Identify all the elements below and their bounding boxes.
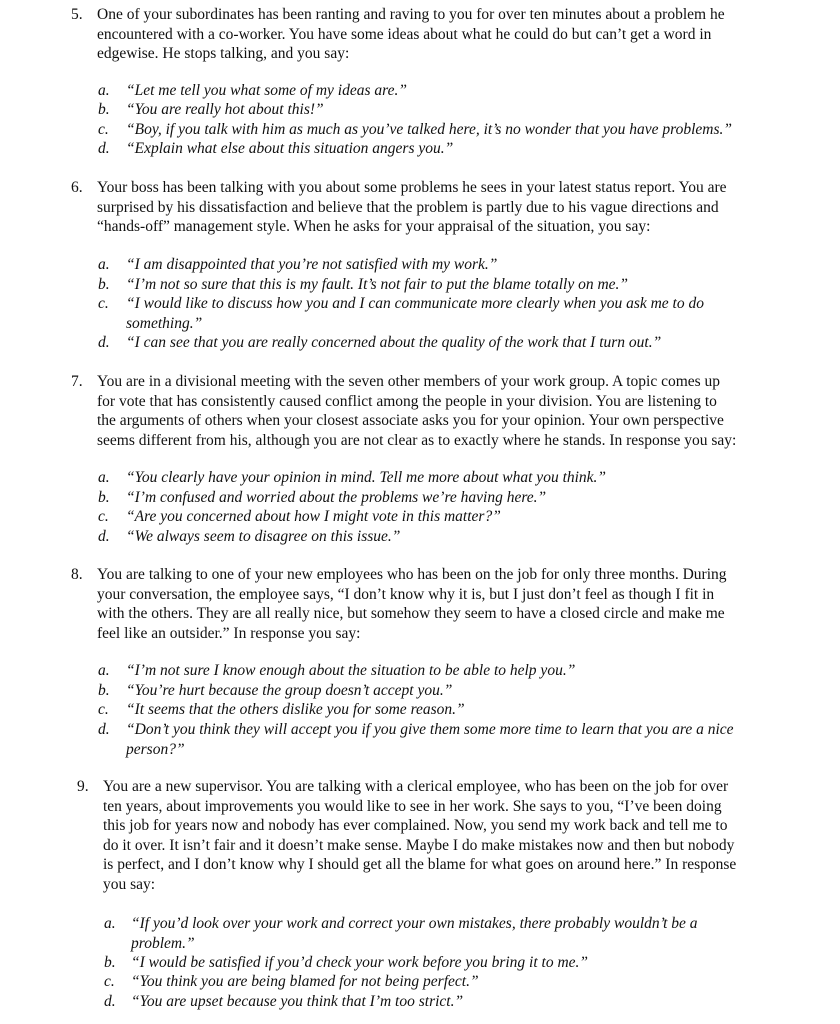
stem-line: ten years, about improvements you would like to see in her work. She says to you, “I’ve been doing (103, 797, 722, 815)
question-number: 5. (71, 6, 83, 23)
option-text: “Are you concerned about how I might vote in this matter?” (126, 508, 501, 525)
option-text: “Boy, if you talk with him as much as you’ve talked here, it’s no wonder that you have problems.” (126, 121, 732, 138)
option-text: “I can see that you are really concerned about the quality of the work that I turn out.” (126, 334, 662, 351)
stem-line: for vote that has consistently caused conflict among the people in your division. You are listening to (97, 392, 717, 410)
option-letter: d. (98, 528, 110, 545)
stem-line: is perfect, and I don’t know why I should get all the blame for what goes on around here.” In response (103, 856, 737, 874)
option-text: “You are really hot about this!” (126, 101, 324, 118)
stem-line: feel like an outsider.” In response you say: (97, 624, 361, 642)
option-text: “It seems that the others dislike you for some reason.” (126, 701, 465, 718)
question-number: 6. (71, 179, 83, 196)
option-text (126, 294, 806, 333)
stem-line: You are talking to one of your new employees who has been on the job for only three months. During (97, 566, 727, 583)
option-text (126, 720, 806, 759)
question-number: 8. (71, 566, 83, 583)
option-text (131, 914, 811, 953)
option-letter: c. (98, 295, 109, 312)
option-text: “I’m not sure I know enough about the situation to be able to help you.” (126, 662, 576, 679)
option-text-line: person?” (126, 740, 185, 758)
option-text: “You think you are being blamed for not being perfect.” (131, 973, 479, 990)
stem-line: your conversation, the employee says, “I don’t know why it is, but I just don’t feel as though I fit in (97, 585, 715, 603)
option-text-line: “I would like to discuss how you and I can communicate more clearly when you ask me to do (126, 295, 704, 312)
stem-line: You are in a divisional meeting with the seven other members of your work group. A topic comes up (97, 373, 721, 390)
stem-line: you say: (103, 875, 156, 893)
option-letter: c. (98, 508, 109, 525)
option-text: “You are upset because you think that I’m too strict.” (131, 993, 464, 1010)
option-text: “We always seem to disagree on this issue.” (126, 528, 401, 545)
option-text: “Explain what else about this situation angers you.” (126, 140, 454, 157)
option-letter: a. (98, 469, 110, 486)
question-stem (97, 5, 817, 64)
option-letter: d. (98, 140, 110, 157)
option-letter: b. (98, 101, 110, 118)
question-stem (97, 372, 817, 450)
option-text: “I would be satisfied if you’d check your work before you bring it to me.” (131, 954, 589, 971)
option-text: “I’m confused and worried about the problems we’re having here.” (126, 489, 547, 506)
option-letter: d. (98, 334, 110, 351)
option-letter: c. (104, 973, 115, 990)
option-text-line: problem.” (131, 934, 195, 952)
option-text: “You clearly have your opinion in mind. Tell me more about what you think.” (126, 469, 607, 486)
option-text: “I’m not so sure that this is my fault. It’s not fair to put the blame totally on me.” (126, 276, 629, 293)
stem-line: do it over. It isn’t fair and it doesn’t make sense. Maybe I do make mistakes now and then but nobody (103, 836, 735, 854)
stem-line: edgewise. He stops talking, and you say: (97, 45, 350, 63)
option-text: “Let me tell you what some of my ideas are.” (126, 82, 407, 99)
question-stem (97, 178, 817, 237)
question-number: 9. (77, 778, 89, 795)
option-letter: d. (98, 721, 110, 738)
stem-line: surprised by his dissatisfaction and believe that the problem is partly due to his vague directions and (97, 198, 719, 216)
option-letter: b. (98, 276, 110, 293)
option-text-line: “Don’t you think they will accept you if you give them some more time to learn that you are a nice (126, 721, 734, 738)
stem-line: with the others. They are all really nice, but somehow they seem to have a closed circle and make me (97, 605, 725, 623)
option-letter: a. (98, 662, 110, 679)
option-text: “I am disappointed that you’re not satisfied with my work.” (126, 256, 498, 273)
question-stem (103, 777, 823, 895)
option-text: “You’re hurt because the group doesn’t accept you.” (126, 682, 453, 699)
option-letter: a. (98, 256, 110, 273)
option-letter: a. (104, 915, 116, 932)
option-letter: b. (98, 682, 110, 699)
option-text-line: something.” (126, 314, 203, 332)
stem-line: this job for years now and nobody has ever complained. Now, you send my work back and tell me to (103, 817, 728, 835)
stem-line: the arguments of others when your closest associate asks you for your opinion. Your own perspective (97, 412, 724, 430)
stem-line: encountered with a co-worker. You have some ideas about what he could do but can’t get a word in (97, 25, 712, 43)
stem-line: seems different from his, although you are not clear as to exactly where he stands. In response you say: (97, 431, 737, 449)
option-text-line: “If you’d look over your work and correct your own mistakes, there probably wouldn’t be a (131, 915, 698, 932)
option-letter: c. (98, 121, 109, 138)
question-number: 7. (71, 373, 83, 390)
question-stem (97, 565, 817, 643)
stem-line: “hands-off” management style. When he asks for your appraisal of the situation, you say: (97, 218, 651, 236)
option-letter: b. (104, 954, 116, 971)
option-letter: b. (98, 489, 110, 506)
stem-line: Your boss has been talking with you about some problems he sees in your latest status report. You are (97, 179, 727, 196)
option-letter: a. (98, 82, 110, 99)
stem-line: One of your subordinates has been ranting and raving to you for over ten minutes about a problem he (97, 6, 725, 23)
stem-line: You are a new supervisor. You are talking with a clerical employee, who has been on the job for over (103, 778, 729, 795)
option-letter: c. (98, 701, 109, 718)
option-letter: d. (104, 993, 116, 1010)
